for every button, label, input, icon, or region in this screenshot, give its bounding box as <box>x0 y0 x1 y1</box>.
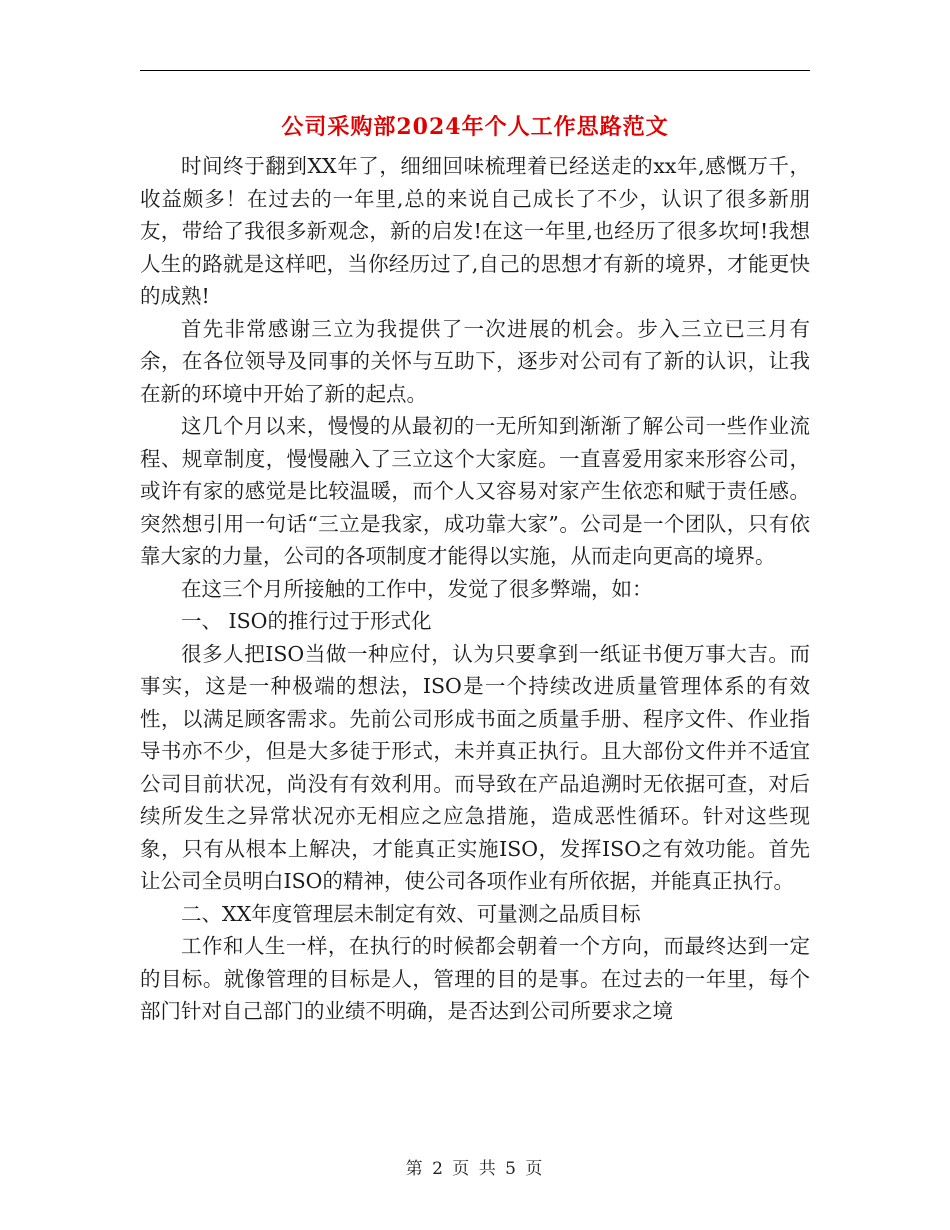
section-heading: 一、 ISO的推行过于形式化 <box>181 609 432 633</box>
section-heading: 二、XX年度管理层未制定有效、可量测之品质目标 <box>181 901 641 926</box>
paragraph: 首先非常感谢三立为我提供了一次进展的机会。步入三立已三月有余，在各位领导及同事的关怀与互助下，逐步对公司有了新的认识，让我在新的环境中开始了新的起点。 <box>140 316 810 406</box>
paragraph: 时间终于翻到XX年了，细细回味梳理着已经送走的xx年,感慨万千，收益颇多！在过去的一年里,总的来说自己成长了不少，认识了很多新朋友，带给了我很多新观念，新的启发!在这一年里,也经历了很多坎坷!我想人生的路就是这样吧，当你经历过了,自己的思想才有新的境界，才能更快的成熟! <box>140 154 810 308</box>
paragraph: 在这三个月所接触的工作中，发觉了很多弊端，如： <box>181 576 653 601</box>
paragraph: 这几个月以来，慢慢的从最初的一无所知到渐渐了解公司一些作业流程、规章制度，慢慢融入了三立这个大家庭。一直喜爱用家来形容公司，或许有家的感觉是比较温暖，而个人又容易对家产生依恋和赋于责任感。突然想引用一句话“三立是我家，成功靠大家”。公司是一个团队，只有依靠大家的力量，公司的各项制度才能得以实施，从而走向更高的境界。 <box>140 414 810 568</box>
document-body <box>140 150 810 1028</box>
document-title: 公司采购部2024年个人工作思路范文 <box>281 114 669 140</box>
paragraph: 很多人把ISO当做一种应付，认为只要拿到一纸证书便万事大吉。而事实，这是一种极端的想法，ISO是一个持续改进质量管理体系的有效性，以满足顾客需求。先前公司形成书面之质量手册、程序文件、作业指导书亦不少，但是大多徒于形式，未并真正执行。且大部份文件并不适宜公司目前状况，尚没有有效利用。而导致在产品追溯时无依据可查，对后续所发生之异常状况亦无相应之应急措施，造成恶性循环。针对这些现象，只有从根本上解决，才能真正实施ISO，发挥ISO之有效功能。首先让公司全员明白ISO的精神，使公司各项作业有所依据，并能真正执行。 <box>140 641 810 893</box>
page-footer: 第 2 页 共 5 页 <box>405 1159 545 1179</box>
header-rule <box>140 70 810 71</box>
paragraph: 工作和人生一样，在执行的时候都会朝着一个方向，而最终达到一定的目标。就像管理的目标是人，管理的目的是事。在过去的一年里，每个部门针对自己部门的业绩不明确，是否达到公司所要求之境 <box>140 934 810 1023</box>
